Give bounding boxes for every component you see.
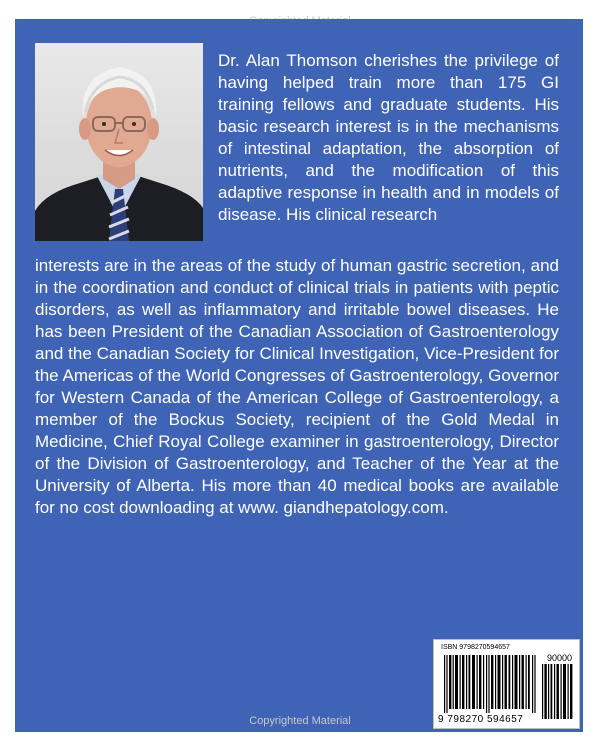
copyright-watermark-bottom: Copyrighted Material xyxy=(249,715,351,727)
isbn-digits: 9 798270 594657 xyxy=(438,714,524,725)
addon-barcode-bars-icon xyxy=(542,664,574,719)
isbn-label: ISBN 9798270594657 xyxy=(441,644,510,651)
barcode-bars-icon xyxy=(444,655,536,713)
price-code: 90000 xyxy=(546,653,572,663)
author-bio-bottom: interests are in the areas of the study of human gastric secretion, and in the coordination and conduct of clinical trials in patients with peptic disorders, as well as inflammatory and irritable bowel diseases. He has been President of the Canadian Association of Gastroenterology and the Canadian Society for Clinical Investigation, Vice-President for the Americas of the World Congresses of Gastroenterology, Governor for Western Canada of the American College of Gastroenterology, a member of the Bockus Society, recipient of the Gold Medal in Medicine, Chief Royal College examiner in gastroenterology, Director of the Division of Gastroenterology, and Teacher of the Year at the University of Alberta. His more than 40 medical books are available for no cost downloading at www. giandhepatology.com. xyxy=(35,256,559,517)
author-bio-top: Dr. Alan Thomson cherishes the privilege of having helped train more than 175 GI training fellows and graduate students. His basic research interest is in the mechanisms of intestinal adaptation, the absorption of nutrients, and the modification of this adaptive response in health and in models of disease. His clinical research xyxy=(218,51,559,224)
author-photo xyxy=(35,43,203,241)
